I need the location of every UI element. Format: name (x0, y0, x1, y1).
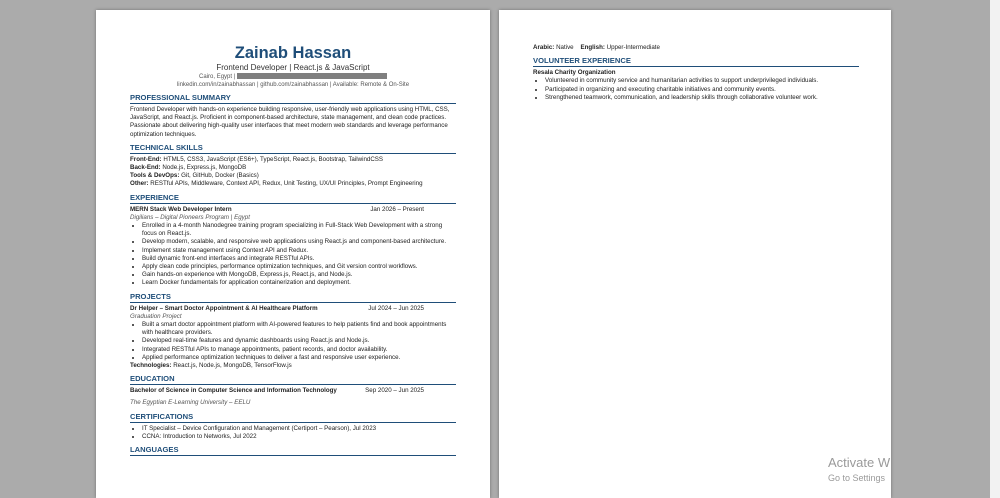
summary-text: Frontend Developer with hands-on experience building responsive, user-friendly web applications using HTML, CSS, JavaScript, and React.js. Proficient in component-based architecture, state management, and clean code practices. Passionate about delivering high-quality user interfaces that meet modern web standards and leverage performance optimization techniques. (130, 106, 450, 138)
skills-heading: TECHNICAL SKILLS (130, 143, 456, 154)
tech-value: React.js, Node.js, MongoDB, TensorFlow.js (173, 362, 292, 370)
list-item: • Applied performance optimization techniques to deliver a fast and responsive user experience. (142, 354, 456, 362)
language-value: Native (556, 44, 574, 51)
skill-value: HTML5, CSS3, JavaScript (ES6+), TypeScript, React.js, Bootstrap, TailwindCSS (163, 155, 384, 163)
education-degree: Bachelor of Science in Computer Science and Information Technology (130, 387, 337, 395)
list-item: • Integrated RESTful APIs to manage appointments, patient records, and doctor availability. (142, 346, 456, 354)
project-bullets (130, 321, 456, 362)
education-row (130, 387, 456, 395)
skill-label: Other: (130, 180, 149, 188)
projects-heading: PROJECTS (130, 292, 456, 303)
project-date: Jul 2024 – Jun 2025 (368, 304, 424, 312)
project-subtitle: Graduation Project (130, 312, 182, 320)
project-title: Dr Helper – Smart Doctor Appointment & AI Healthcare Platform (130, 304, 318, 312)
languages-line (533, 44, 859, 52)
list-item: • Enrolled in a 4-month Nanodegree training program specializing in Full-Stack Web Development with a strong focus on React.js. (142, 222, 456, 238)
list-item: • Built a smart doctor appointment platform with AI-powered features to help patients find and book appointments with healthcare providers. (142, 321, 456, 337)
skill-value: Git, GitHub, Docker (Basics) (181, 172, 259, 180)
list-item: • Gain hands-on experience with MongoDB, Express.js, React.js, and Node.js. (142, 271, 456, 279)
certifications-heading: CERTIFICATIONS (130, 412, 456, 423)
project-technologies (130, 362, 456, 370)
language-label: Arabic: (533, 44, 555, 51)
list-item: • Develop modern, scalable, and responsive web applications using React.js and component-based architecture. (142, 238, 456, 246)
education-school: The Egyptian E-Learning University – EELU (130, 399, 251, 407)
list-item: • Build dynamic front-end interfaces and integrate RESTful APIs. (142, 255, 456, 263)
project-title-row (130, 305, 456, 313)
contact-line (130, 73, 456, 81)
language-value: Upper-Intermediate (606, 44, 660, 51)
language-label: English: (580, 44, 605, 51)
list-item: • Developed real-time features and dynamic dashboards using React.js and Node.js. (142, 337, 456, 345)
list-item: • IT Specialist – Device Configuration and Management (Certiport – Pearson), Jul 2023 (142, 425, 456, 433)
page-1-content (130, 10, 456, 458)
skill-line (130, 172, 456, 180)
volunteer-bullets (533, 77, 859, 102)
skill-line (130, 164, 456, 172)
skill-label: Tools & DevOps: (130, 172, 180, 180)
experience-role: MERN Stack Web Developer Intern (130, 205, 232, 213)
list-item: • Volunteered in community service and humanitarian activities to support underprivileged individuals. (545, 77, 859, 85)
skill-value: Node.js, Express.js, MongoDB (162, 164, 247, 172)
skill-label: Back-End: (130, 164, 161, 172)
list-item: • Strengthened teamwork, communication, and leadership skills through collaborative volunteer work. (545, 94, 859, 102)
vertical-scrollbar[interactable] (990, 0, 1000, 498)
watermark-title: Activate W (828, 455, 891, 470)
candidate-title: Frontend Developer | React.js & JavaScript (216, 63, 370, 72)
education-date: Sep 2020 – Jun 2025 (365, 387, 424, 395)
languages-heading: LANGUAGES (130, 445, 456, 456)
watermark-subtitle: Go to Settings (828, 473, 886, 483)
volunteer-heading: VOLUNTEER EXPERIENCE (533, 56, 859, 67)
skill-label: Front-End: (130, 155, 162, 163)
resume-page-1 (96, 10, 490, 498)
candidate-name: Zainab Hassan (234, 44, 352, 62)
experience-date: Jan 2026 – Present (370, 205, 424, 213)
certifications-list (130, 425, 456, 441)
list-item: • Participated in organizing and executing charitable initiatives and community events. (545, 86, 859, 94)
activation-watermark (828, 455, 890, 484)
redacted-contact (237, 73, 387, 79)
list-item: • Implement state management using Context API and Redux. (142, 247, 456, 255)
experience-bullets (130, 222, 456, 288)
education-heading: EDUCATION (130, 374, 456, 385)
skill-line (130, 156, 456, 164)
summary-heading: PROFESSIONAL SUMMARY (130, 93, 456, 104)
experience-org: Digilians – Digital Pioneers Program | Egypt (130, 213, 250, 221)
experience-heading: EXPERIENCE (130, 193, 456, 204)
list-item: • Apply clean code principles, performance optimization techniques, and Git version control workflows. (142, 263, 456, 271)
resume-page-2 (499, 10, 891, 498)
experience-role-row (130, 206, 456, 214)
location: Cairo, Egypt | (199, 74, 236, 80)
profile-links: linkedin.com/in/zainabhassan | github.com/zainabhassan | Available: Remote & On-Site (176, 82, 410, 88)
list-item: • Learn Docker fundamentals for application containerization and deployment. (142, 279, 456, 287)
page-2-content (533, 10, 859, 102)
tech-label: Technologies: (130, 362, 172, 370)
volunteer-org: Resala Charity Organization (533, 69, 616, 77)
list-item: • CCNA: Introduction to Networks, Jul 2022 (142, 433, 456, 441)
skill-value: RESTful APIs, Middleware, Context API, Redux, Unit Testing, UX/UI Principles, Prompt Engineering (150, 180, 423, 188)
skill-line (130, 180, 456, 188)
